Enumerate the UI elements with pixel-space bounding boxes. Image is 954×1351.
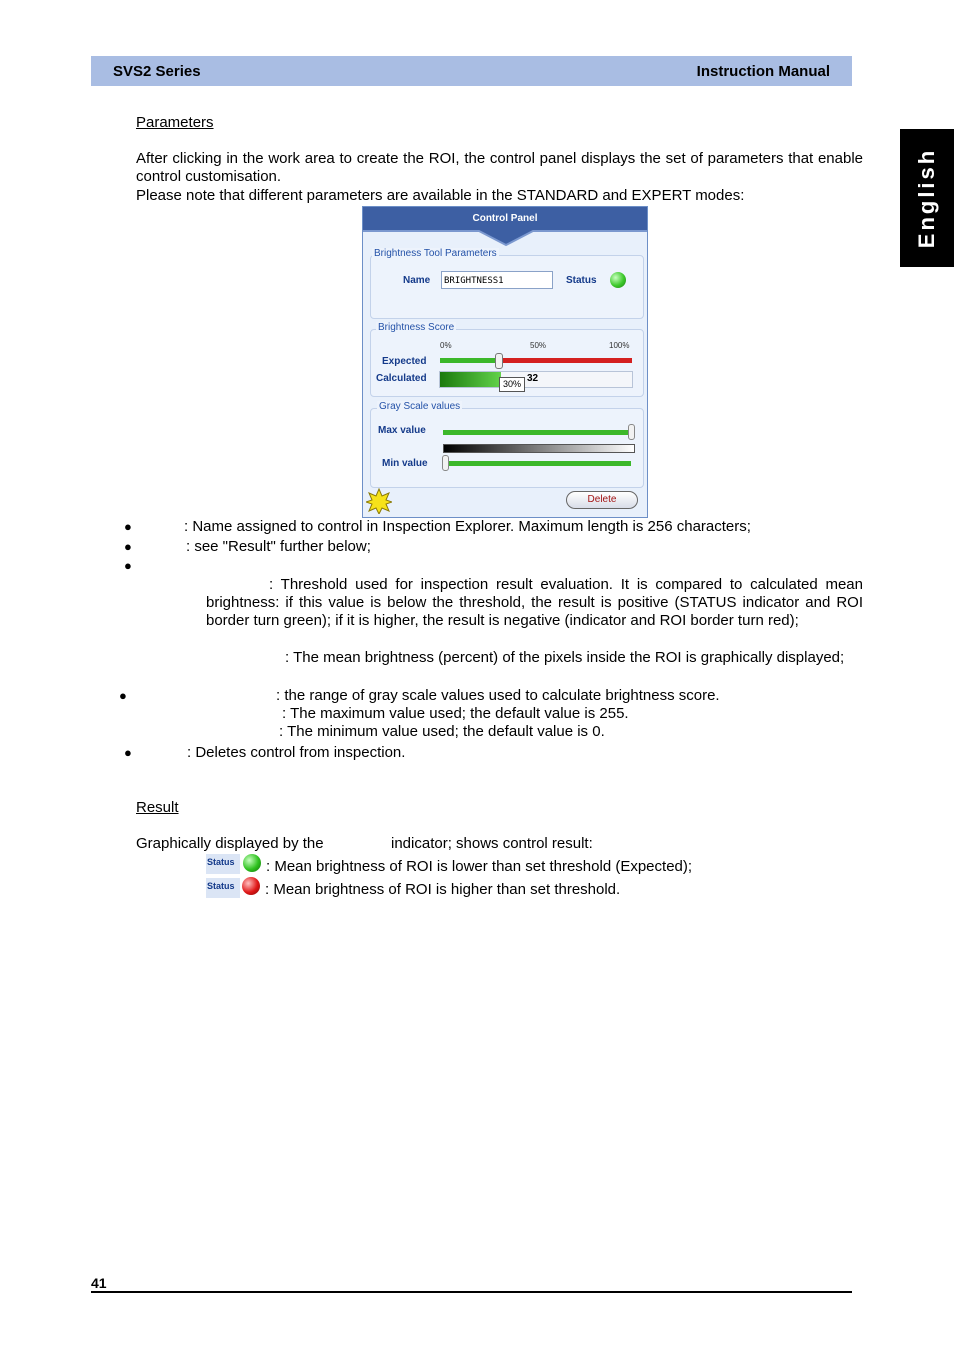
expected-label: Expected	[382, 356, 427, 367]
status-chip-label: Status	[207, 857, 235, 867]
calculated-label: Calculated	[376, 373, 427, 384]
bullet-delete-desc: : Deletes control from inspection.	[187, 744, 406, 761]
max-value-label: Max value	[378, 425, 426, 436]
tick-100: 100%	[609, 341, 630, 350]
footer-rule	[91, 1291, 852, 1293]
bullet-name-desc: : Name assigned to control in Inspection Explorer. Maximum length is 256 characters;	[184, 518, 751, 535]
max-value-bar	[443, 430, 629, 435]
result-green-desc: : Mean brightness of ROI is lower than set threshold (Expected);	[266, 858, 693, 875]
running-header	[91, 56, 852, 86]
bullet-grayscale-desc: : the range of gray scale values used to calculate brightness score.	[276, 687, 720, 704]
bullet-min-desc: : The minimum value used; the default value is 0.	[279, 723, 605, 740]
tick-0: 0%	[440, 341, 452, 350]
bullet-dot: ●	[124, 519, 132, 534]
status-chip-label: Status	[207, 881, 235, 891]
status-chip-red	[206, 878, 240, 898]
expected-bar-high	[498, 358, 632, 363]
bullet-dot: ●	[124, 539, 132, 554]
status-chip-green	[206, 854, 240, 874]
status-red-icon	[242, 877, 260, 895]
min-value-bar	[444, 461, 631, 466]
delete-button[interactable]: Delete	[566, 491, 638, 509]
max-slider-thumb[interactable]	[628, 424, 635, 440]
result-red-desc: : Mean brightness of ROI is higher than set threshold.	[265, 881, 621, 898]
name-input[interactable]: BRIGHTNESS1	[441, 271, 553, 289]
header-series: SVS2 Series	[113, 63, 201, 80]
status-green-icon	[243, 854, 261, 872]
panel-title: Control Panel	[472, 213, 538, 224]
result-heading: Result	[136, 799, 179, 816]
calculated-value: 32	[527, 373, 539, 384]
sun-icon	[366, 488, 392, 514]
bullet-status-desc: : see "Result" further below;	[186, 538, 371, 555]
group-score-label: Brightness Score	[378, 322, 455, 333]
status-green-icon	[610, 272, 626, 288]
bullet-max-desc: : The maximum value used; the default value is 255.	[282, 705, 629, 722]
page-number: 41	[91, 1275, 107, 1291]
bullet-calculated-desc: : The mean brightness (percent) of the pixels inside the ROI is graphically displayed;	[285, 649, 845, 666]
status-label: Status	[566, 275, 597, 286]
language-tab	[900, 129, 954, 267]
name-label: Name	[403, 275, 431, 286]
tick-50: 50%	[530, 341, 547, 350]
calculated-bar-fill	[440, 372, 501, 387]
result-intro-b: indicator; shows control result:	[391, 835, 593, 852]
min-slider-thumb[interactable]	[442, 455, 449, 471]
bullet-expected-desc: : Threshold used for inspection result evaluation. It is compared to calculated mean brightness: if this value is below the threshold, the result is positive (STATUS indicator and ROI border turn green); if it is higher, the result is negative (indicator and ROI border turn red);	[206, 576, 863, 629]
language-label: English	[914, 147, 939, 249]
bullet-dot: ●	[124, 558, 132, 573]
expected-slider-thumb[interactable]	[495, 353, 503, 369]
gray-gradient-bar	[443, 444, 635, 453]
expected-bar-low	[440, 358, 498, 363]
min-value-label: Min value	[382, 458, 428, 469]
header-manual: Instruction Manual	[696, 63, 830, 80]
control-panel	[362, 206, 648, 518]
bullet-dot: ●	[119, 688, 127, 703]
calculated-tooltip: 30%	[499, 377, 525, 392]
parameters-heading: Parameters	[136, 114, 214, 131]
group-tool-label: Brightness Tool Parameters	[374, 248, 497, 259]
parameters-intro-1: After clicking in the work area to create the ROI, the control panel displays the set of parameters that enable control customisation.	[136, 150, 863, 185]
bullet-dot: ●	[124, 745, 132, 760]
result-intro-a: Graphically displayed by the	[136, 835, 324, 852]
parameters-intro-2: Please note that different parameters are available in the STANDARD and EXPERT modes:	[136, 187, 745, 204]
group-gray-label: Gray Scale values	[379, 401, 461, 412]
